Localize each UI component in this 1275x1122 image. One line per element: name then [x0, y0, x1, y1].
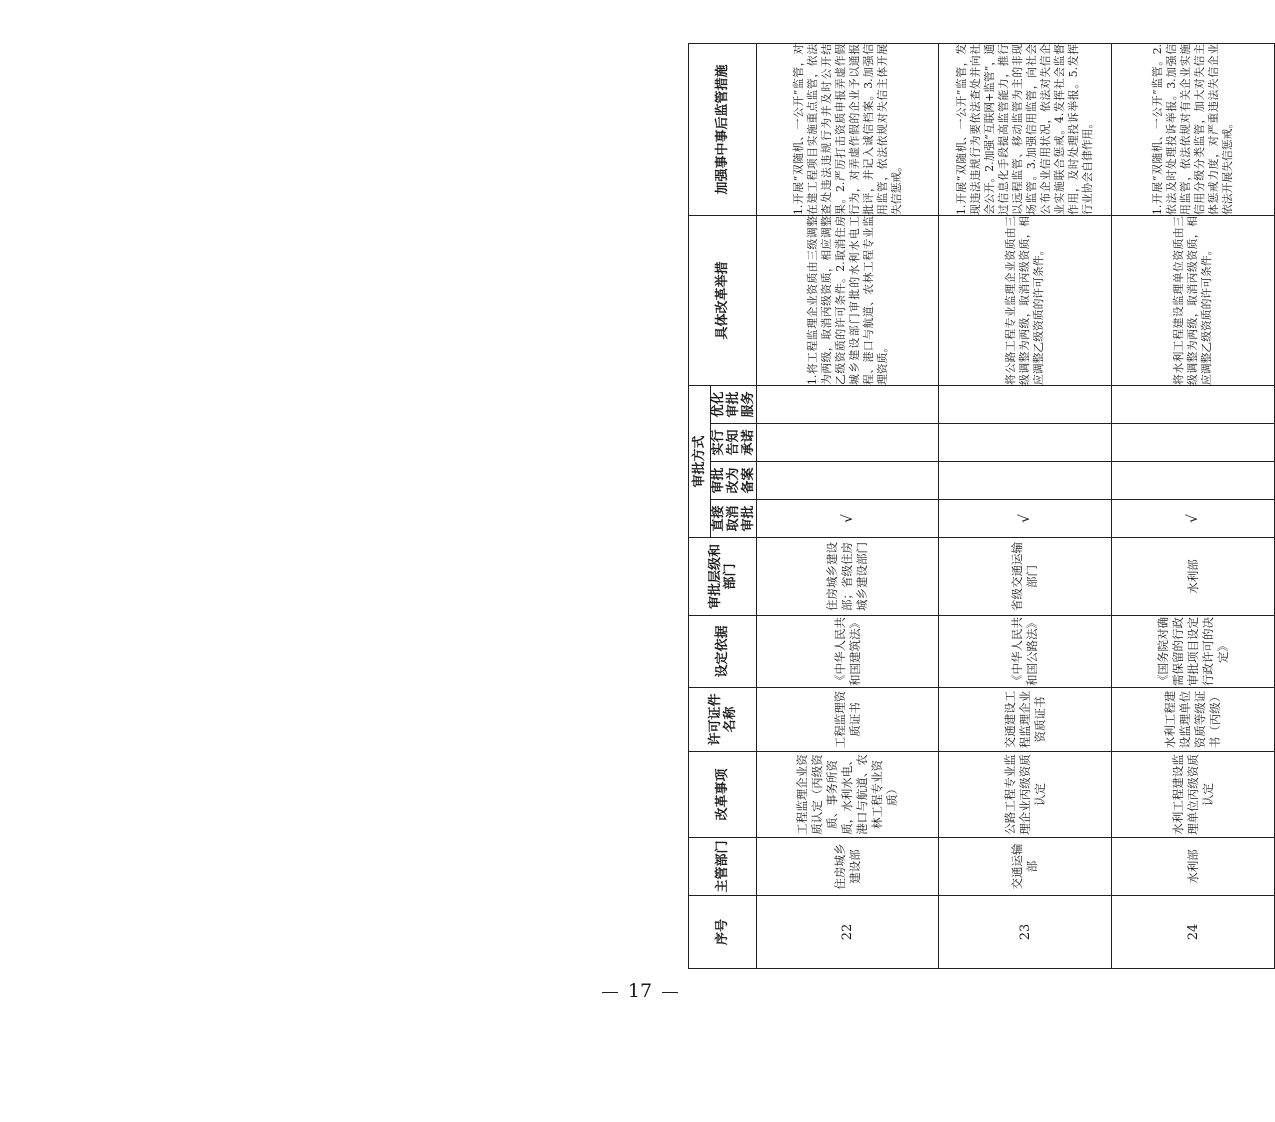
- row-dept: 住房城乡建设部: [757, 838, 939, 896]
- header-sub-filing: 审批改为备案: [711, 462, 757, 500]
- header-supervision: 加强事中事后监管措施: [689, 43, 757, 215]
- row-level: 省级交通运输部门: [939, 538, 1112, 616]
- row-basis: 《国务院对确需保留的行政审批项目设定行政许可的决定》: [1112, 616, 1275, 688]
- row-level: 水利部: [1112, 538, 1275, 616]
- header-sub-notify: 实行告知承诺: [711, 424, 757, 462]
- row-supervision: 1.开展“双随机、一公开”监管，对在建工程项目实施重点监管，依法查处违法违规行为并及时公开结果。2.严厉打击资质申报弄虚作假行为，对弄虚作假的企业予以通报批评，并记入诚信档案。3.加强信用监管，依法依规对失信主体开展失信惩戒。: [757, 43, 939, 215]
- page-footer: [585, 978, 695, 1004]
- header-license: 许可证件名称: [689, 688, 757, 752]
- row-optimize-mark: [939, 385, 1112, 423]
- header-measures: 具体改革举措: [689, 215, 757, 385]
- page-number: 17: [627, 980, 653, 1002]
- row-no: 24: [1112, 896, 1275, 969]
- header-method: 审批方式: [689, 385, 711, 537]
- row-cancel-mark: √: [757, 500, 939, 538]
- row-license: 工程监理资质证书: [757, 688, 939, 752]
- row-license: 交通建设工程监理企业资质证书: [939, 688, 1112, 752]
- row-basis: 《中华人民共和国建筑法》: [757, 616, 939, 688]
- row-filing-mark: [939, 462, 1112, 500]
- header-basis: 设定依据: [689, 616, 757, 688]
- footer-dash-right: [662, 992, 678, 993]
- row-cancel-mark: √: [1112, 500, 1275, 538]
- table-row: [757, 43, 939, 968]
- reform-table: [688, 43, 1275, 969]
- row-measures: 将水利工程建设监理单位资质由三级调整为两级，取消丙级资质，相应调整乙级资质的许可条件。: [1112, 215, 1275, 385]
- row-dept: 水利部: [1112, 838, 1275, 896]
- row-item: 工程监理企业资质认定（丙级资质、事务所资质，水利水电、港口与航道、农林工程专业资质）: [757, 752, 939, 838]
- row-license: 水利工程建设监理单位资质等级证书（丙级）: [1112, 688, 1275, 752]
- row-measures: 1.将工程监理企业资质由三级调整为两级，取消丙级资质，相应调整乙级资质的许可条件。2.取消住房城乡建设部门审批的水利水电工程、港口与航道、农林工程专业监理资质。: [757, 215, 939, 385]
- header-no: 序号: [689, 896, 757, 969]
- row-optimize-mark: [757, 385, 939, 423]
- row-item: 公路工程专业监理企业丙级资质认定: [939, 752, 1112, 838]
- header-dept: 主管部门: [689, 838, 757, 896]
- row-dept: 交通运输部: [939, 838, 1112, 896]
- row-notify-mark: [1112, 424, 1275, 462]
- row-notify-mark: [939, 424, 1112, 462]
- row-filing-mark: [1112, 462, 1275, 500]
- header-item: 改革事项: [689, 752, 757, 838]
- row-basis: 《中华人民共和国公路法》: [939, 616, 1112, 688]
- header-sub-optimize: 优化审批服务: [711, 385, 757, 423]
- row-cancel-mark: √: [939, 500, 1112, 538]
- row-no: 22: [757, 896, 939, 969]
- rotated-page: [688, 43, 1273, 969]
- row-item: 水利工程建设监理单位丙级资质认定: [1112, 752, 1275, 838]
- row-filing-mark: [757, 462, 939, 500]
- row-supervision: 1.开展“双随机、一公开”监管。2.依法及时处理投诉举报。3.加强信用监管，依法依规对有关企业实施信用分级分类监管，加大对失信主体惩戒力度，对严重违法失信企业依法开展失信惩戒。: [1112, 43, 1275, 215]
- row-supervision: 1.开展“双随机、一公开”监管，发现违法违规行为要依法查处并向社会公开。2.加强“互联网+监管”，通过信息化手段提高监管能力，推行以远程监管、移动监管为主的非现场监管。3.加强信用监管，向社会公布企业信用状况，依法对失信企业实施联合惩戒。4.发挥社会监督作用，及时处理投诉举报。5.发挥行业协会自律作用。: [939, 43, 1112, 215]
- table-row: [939, 43, 1112, 968]
- header-sub-cancel: 直接取消审批: [711, 500, 757, 538]
- row-level: 住房城乡建设部；省级住房城乡建设部门: [757, 538, 939, 616]
- header-level: 审批层级和部门: [689, 538, 757, 616]
- row-notify-mark: [757, 424, 939, 462]
- row-no: 23: [939, 896, 1112, 969]
- footer-dash-left: [602, 992, 618, 993]
- row-measures: 将公路工程专业监理企业资质由三级调整为两级，取消丙级资质，相应调整乙级资质的许可条件。: [939, 215, 1112, 385]
- row-optimize-mark: [1112, 385, 1275, 423]
- table-row: [1112, 43, 1275, 968]
